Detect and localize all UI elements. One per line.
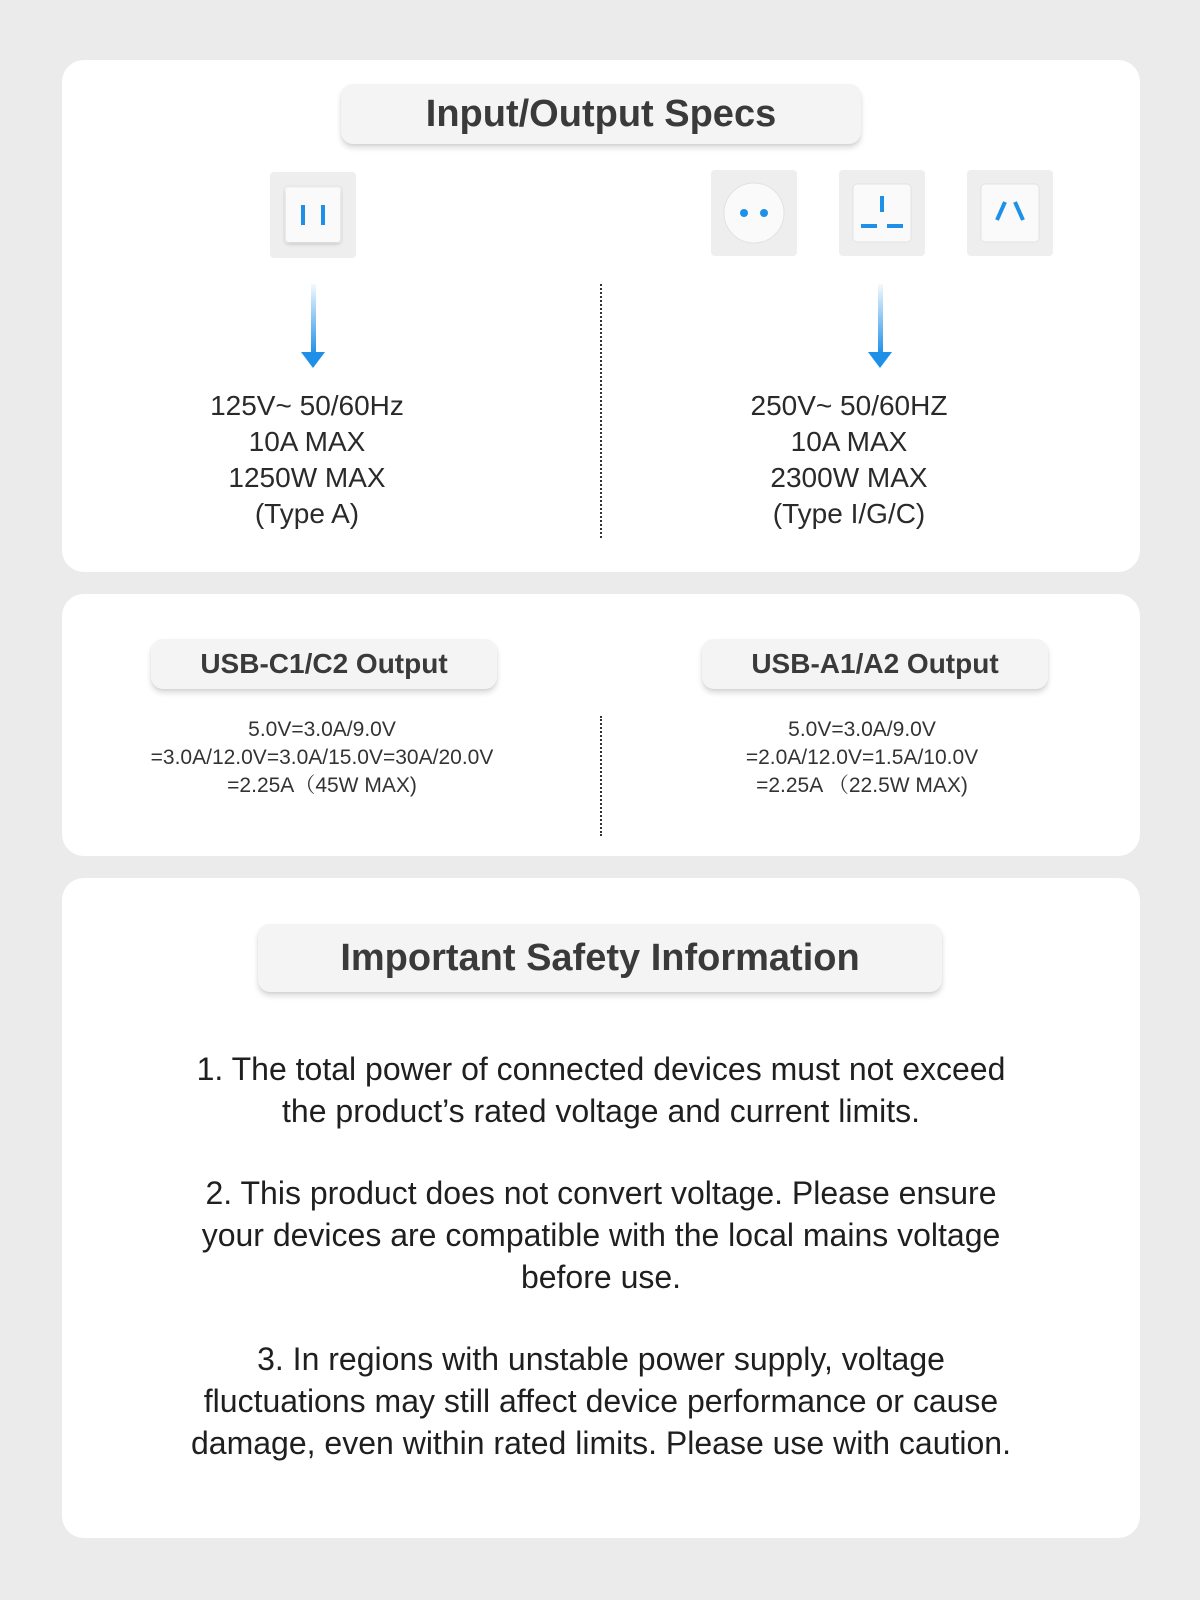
safety-line: your devices are compatible with the local mains voltage [201, 1217, 1001, 1253]
spec-line: (Type I/G/C) [772, 498, 926, 529]
spec-line: =2.25A （22.5W MAX) [756, 774, 968, 797]
spec-line: 125V~ 50/60Hz [210, 390, 404, 421]
safety-line: 2. This product does not convert voltage. Please ensure [205, 1175, 997, 1211]
spec-line: =2.25A（45W MAX) [227, 774, 417, 797]
safety-item [102, 1048, 1100, 1132]
spec-line: 2300W MAX [770, 462, 928, 493]
safety-item [102, 1172, 1100, 1298]
type-i-socket-icon [967, 170, 1053, 256]
spec-line: 10A MAX [248, 426, 366, 457]
type-a-socket-icon [270, 172, 356, 258]
column-divider [600, 284, 602, 538]
io-specs-card [62, 60, 1140, 572]
safety-line: the product’s rated voltage and current limits. [282, 1093, 920, 1129]
spec-line: =3.0A/12.0V=3.0A/15.0V=30A/20.0V [150, 746, 494, 769]
spec-line: 10A MAX [790, 426, 908, 457]
spec-line: 5.0V=3.0A/9.0V [248, 718, 396, 741]
usb-c-output-title: USB-C1/C2 Output [151, 639, 497, 689]
safety-line: 1. The total power of connected devices must not exceed [196, 1051, 1006, 1087]
safety-line: damage, even within rated limits. Please use with caution. [191, 1425, 1011, 1461]
arrow-down-icon [298, 284, 328, 370]
safety-info-title: Important Safety Information [258, 924, 942, 992]
usb-output-card [62, 594, 1140, 856]
arrow-down-icon [865, 284, 895, 370]
usb-a-output-title: USB-A1/A2 Output [702, 639, 1048, 689]
column-divider [600, 716, 602, 836]
type-c-socket-icon [711, 170, 797, 256]
safety-info-card [62, 878, 1140, 1538]
type-a-spec [142, 388, 472, 532]
usb-c-output-spec [102, 716, 542, 800]
spec-line: (Type A) [254, 498, 360, 529]
safety-line: before use. [520, 1259, 682, 1295]
io-specs-title: Input/Output Specs [341, 84, 861, 144]
spec-line: 5.0V=3.0A/9.0V [788, 718, 936, 741]
spec-line: 250V~ 50/60HZ [750, 390, 948, 421]
safety-item [102, 1338, 1100, 1464]
type-g-socket-icon [839, 170, 925, 256]
spec-line: 1250W MAX [228, 462, 386, 493]
safety-line: 3. In regions with unstable power supply, voltage [257, 1341, 945, 1377]
type-igc-spec [684, 388, 1014, 532]
spec-line: =2.0A/12.0V=1.5A/10.0V [745, 746, 979, 769]
safety-line: fluctuations may still affect device performance or cause [203, 1383, 999, 1419]
usb-a-output-spec [652, 716, 1072, 800]
